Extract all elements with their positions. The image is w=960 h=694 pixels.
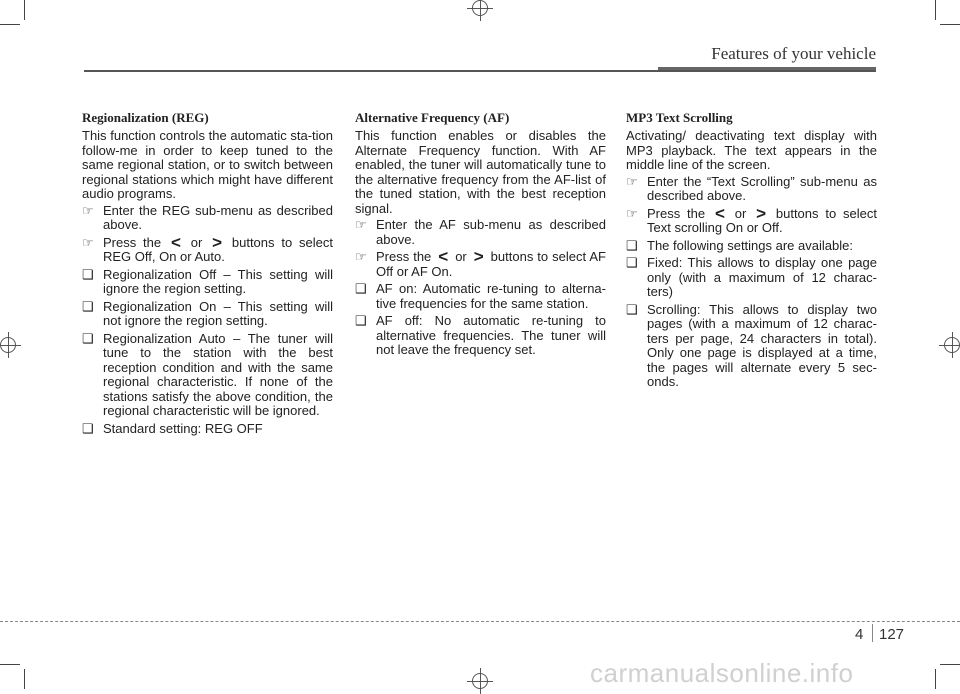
note-text: Enter the REG sub-menu as described above. (103, 202, 333, 232)
list-item: AF off: No automatic re-tuning to alternative frequencies. The tuner will not leave the frequency set. (376, 313, 606, 357)
mp3-text-scrolling-section (626, 110, 877, 393)
regionalization-section (82, 110, 333, 439)
section-heading: Alternative Frequency (AF) (355, 110, 510, 125)
checklist-item (626, 239, 877, 254)
registration-mark-icon (0, 337, 16, 353)
checkbox-icon: ❑ (355, 281, 367, 296)
section-intro: Activating/ deactivating text display with MP3 playback. The text appears in the middle line of the screen. (626, 128, 877, 172)
list-item: Fixed: This allows to display one page only (with a maximum of 12 charac-ters) (647, 255, 877, 299)
crop-mark (0, 664, 20, 665)
header-rule (84, 70, 876, 72)
checklist-item (355, 282, 606, 311)
checklist-item (82, 332, 333, 419)
list-item: Standard setting: REG OFF (103, 420, 263, 436)
pointing-hand-icon: ☞ (626, 173, 638, 189)
note-item (626, 203, 877, 236)
crop-mark (24, 0, 25, 20)
checklist-item (626, 256, 877, 300)
crop-mark (0, 24, 20, 25)
checkbox-icon: ❑ (82, 298, 94, 314)
checkbox-icon: ❑ (355, 313, 367, 328)
checkbox-icon: ❑ (626, 301, 638, 317)
list-item: Regionalization Off – This setting will ignore the region setting. (103, 266, 333, 296)
pointing-hand-icon: ☞ (82, 234, 94, 250)
checklist-item (626, 303, 877, 390)
checkbox-icon: ❑ (626, 237, 638, 253)
checklist-item (82, 422, 333, 437)
section-intro: This function enables or disables the Alternate Frequency function. With AF enabled, the tuner will automatically tune to the alternative frequency from the AF-list of the tuned station, with the best reception signal. (355, 128, 606, 216)
crop-mark (935, 0, 936, 20)
chapter-number: 4 (855, 626, 864, 643)
page-number: 127 (879, 626, 905, 643)
checkbox-icon: ❑ (82, 420, 94, 436)
alternative-frequency-section (355, 110, 606, 361)
pointing-hand-icon: ☞ (355, 249, 367, 264)
pointing-hand-icon: ☞ (82, 202, 94, 218)
section-heading: MP3 Text Scrolling (626, 110, 733, 125)
checkbox-icon: ❑ (626, 255, 638, 270)
section-heading: Regionalization (REG) (82, 110, 209, 125)
crop-mark (940, 24, 960, 25)
registration-mark-icon (944, 337, 960, 353)
note-text: or (190, 234, 203, 250)
note-item (82, 204, 333, 233)
page-number-divider (872, 624, 873, 642)
checklist-item (355, 314, 606, 358)
note-text: buttons to select AF Off or AF On. (376, 249, 606, 279)
chevron-left-icon: < (170, 232, 181, 252)
note-item (355, 247, 606, 279)
footer-rule (0, 621, 960, 622)
section-intro: This function controls the automatic sta-tion follow-me in order to keep tuned to the same regional station, or to switch between regional stations which might have different audio programs. (82, 128, 333, 201)
list-item: Regionalization Auto – The tuner will tune to the station with the best reception condition and with the same regional characteristic. If none of the stations satisfy the above condition, the regional characteristic will be ignored. (103, 330, 333, 418)
note-item (626, 175, 877, 204)
pointing-hand-icon: ☞ (626, 205, 638, 221)
list-item: AF on: Automatic re-tuning to alterna-tive frequencies for the same station. (376, 281, 606, 311)
list-item: Regionalization On – This setting will not ignore the region setting. (103, 298, 333, 328)
crop-mark (940, 664, 960, 665)
section-title: Features of your vehicle (711, 44, 876, 63)
note-text: or (455, 249, 467, 264)
checklist-item (82, 300, 333, 329)
note-text: Press the (103, 234, 162, 250)
chevron-left-icon: < (714, 203, 725, 223)
chevron-right-icon: > (212, 232, 223, 252)
registration-mark-icon (472, 0, 488, 16)
chevron-right-icon: > (756, 203, 767, 223)
note-text: Press the (647, 205, 706, 221)
registration-mark-icon (472, 673, 488, 689)
note-text: buttons to select REG Off, On or Auto. (103, 234, 333, 264)
note-text: buttons to select Text scrolling On or Off. (647, 205, 877, 235)
crop-mark (24, 669, 25, 689)
note-text: or (734, 205, 747, 221)
list-item: The following settings are available: (647, 237, 853, 253)
crop-mark (935, 669, 936, 689)
note-item (82, 232, 333, 265)
checklist-item (82, 268, 333, 297)
note-text: Enter the AF sub-menu as described above. (376, 217, 606, 247)
note-text: Press the (376, 249, 432, 264)
watermark: carmanualsonline.info (590, 658, 854, 688)
checkbox-icon: ❑ (82, 330, 94, 346)
chevron-left-icon: < (438, 247, 449, 266)
pointing-hand-icon: ☞ (355, 217, 367, 232)
checkbox-icon: ❑ (82, 266, 94, 282)
note-text: Enter the “Text Scrolling” sub-menu as described above. (647, 173, 877, 203)
chevron-right-icon: > (473, 247, 484, 266)
list-item: Scrolling: This allows to display two pages (with a maximum of 12 charac-ters per page, 24 characters in total). Only one page is displayed at a time, the pages will alternate every 5 sec-onds. (647, 301, 877, 389)
note-item (355, 218, 606, 247)
